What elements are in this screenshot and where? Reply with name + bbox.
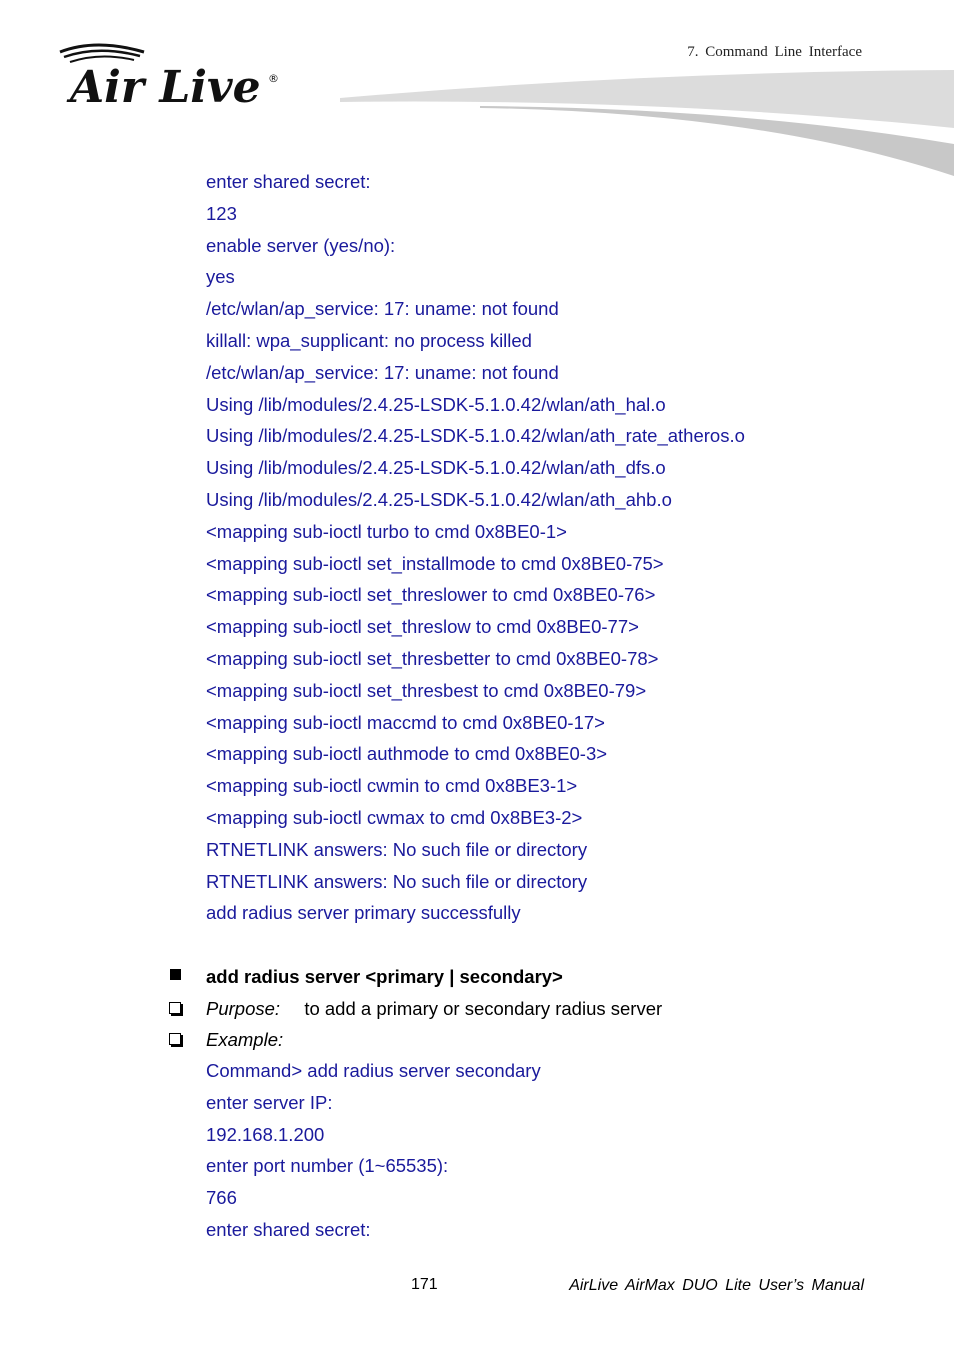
logo-registered-mark: ® bbox=[268, 72, 279, 85]
code-line: <mapping sub-ioctl maccmd to cmd 0x8BE0-17> bbox=[206, 711, 605, 733]
code-line: Using /lib/modules/2.4.25-LSDK-5.1.0.42/wlan/ath_hal.o bbox=[206, 393, 666, 415]
manual-title: AirLive AirMax DUO Lite User’s Manual bbox=[569, 1277, 864, 1294]
page-number: 171 bbox=[411, 1276, 438, 1293]
code-line: <mapping sub-ioctl set_threslow to cmd 0x8BE0-77> bbox=[206, 616, 639, 638]
code-block-example bbox=[206, 1055, 541, 1246]
code-line: 192.168.1.200 bbox=[206, 1123, 325, 1145]
code-line: killall: wpa_supplicant: no process killed bbox=[206, 329, 532, 351]
code-line: Command> add radius server secondary bbox=[206, 1060, 541, 1081]
airlive-logo-icon bbox=[56, 40, 286, 110]
code-line: <mapping sub-ioctl cwmin to cmd 0x8BE3-1> bbox=[206, 775, 578, 797]
code-line: <mapping sub-ioctl set_installmode to cmd 0x8BE0-75> bbox=[206, 552, 664, 574]
code-line: RTNETLINK answers: No such file or directory bbox=[206, 870, 588, 892]
code-line: <mapping sub-ioctl cwmax to cmd 0x8BE3-2> bbox=[206, 806, 583, 828]
code-block-output bbox=[206, 166, 745, 929]
purpose-text: to add a primary or secondary radius server bbox=[304, 998, 663, 1019]
code-line: Using /lib/modules/2.4.25-LSDK-5.1.0.42/wlan/ath_ahb.o bbox=[206, 488, 672, 510]
hollow-square-bullet-icon bbox=[169, 1002, 181, 1014]
example-label: Example: bbox=[206, 1029, 284, 1050]
code-line: <mapping sub-ioctl set_thresbetter to cmd 0x8BE0-78> bbox=[206, 647, 659, 669]
filled-square-bullet-icon bbox=[170, 969, 181, 980]
airlive-logo bbox=[56, 40, 286, 115]
code-line: Using /lib/modules/2.4.25-LSDK-5.1.0.42/wlan/ath_dfs.o bbox=[206, 457, 666, 479]
code-line: 123 bbox=[206, 202, 237, 224]
command-heading: add radius server <primary | secondary> bbox=[206, 966, 563, 987]
code-line: Using /lib/modules/2.4.25-LSDK-5.1.0.42/wlan/ath_rate_atheros.o bbox=[206, 425, 745, 447]
code-line: yes bbox=[206, 266, 235, 288]
code-line: /etc/wlan/ap_service: 17: uname: not found bbox=[206, 361, 559, 383]
code-line: enter shared secret: bbox=[206, 171, 371, 192]
hollow-square-bullet-icon bbox=[169, 1033, 181, 1045]
code-line: enable server (yes/no): bbox=[206, 234, 396, 256]
logo-text: Air Live bbox=[70, 62, 261, 110]
code-line: /etc/wlan/ap_service: 17: uname: not found bbox=[206, 298, 559, 320]
code-line: <mapping sub-ioctl set_threslower to cmd 0x8BE0-76> bbox=[206, 584, 656, 606]
code-line: enter shared secret: bbox=[206, 1218, 371, 1240]
code-line: RTNETLINK answers: No such file or directory bbox=[206, 838, 588, 860]
code-line: <mapping sub-ioctl turbo to cmd 0x8BE0-1> bbox=[206, 520, 567, 542]
code-line: enter port number (1~65535): bbox=[206, 1155, 449, 1177]
code-line: <mapping sub-ioctl authmode to cmd 0x8BE0-3> bbox=[206, 743, 608, 765]
purpose-label: Purpose: bbox=[206, 998, 281, 1019]
code-line: <mapping sub-ioctl set_thresbest to cmd 0x8BE0-79> bbox=[206, 679, 647, 701]
code-line: enter server IP: bbox=[206, 1091, 333, 1113]
code-line: 766 bbox=[206, 1187, 237, 1209]
chapter-title: 7. Command Line Interface bbox=[687, 44, 862, 60]
code-line: add radius server primary successfully bbox=[206, 902, 521, 924]
